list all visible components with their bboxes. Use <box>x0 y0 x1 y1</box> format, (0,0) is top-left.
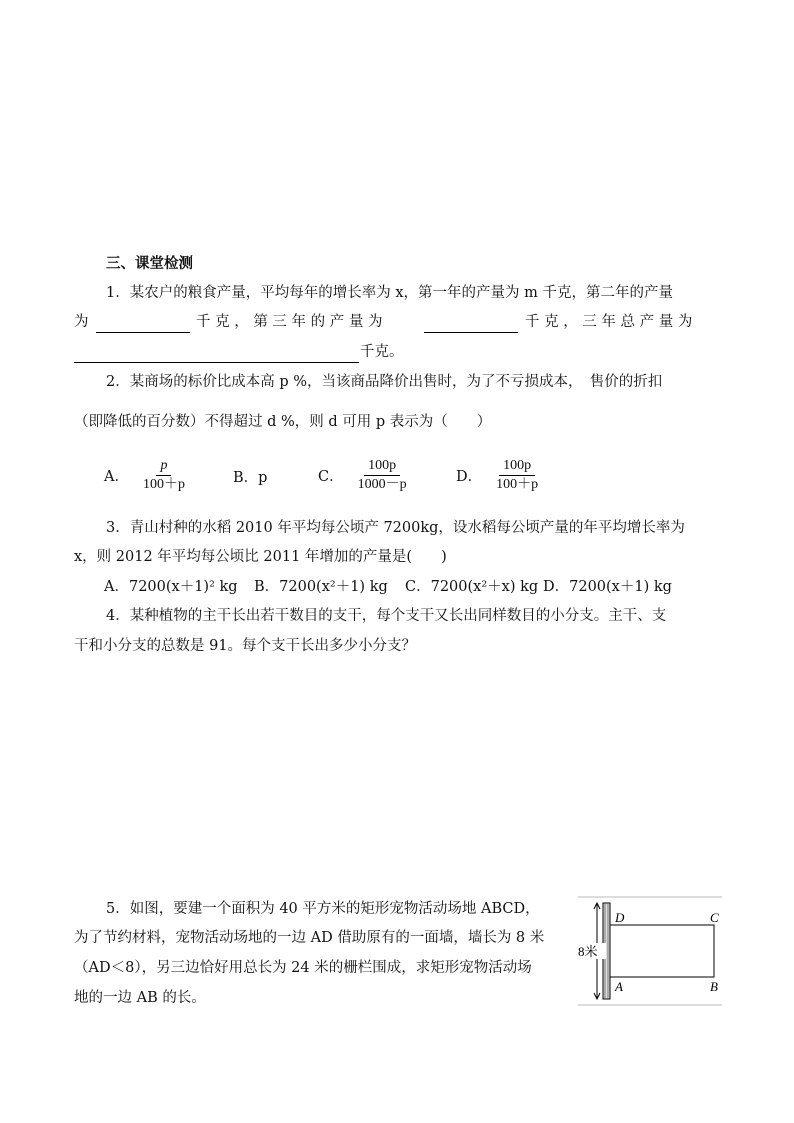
q2-option-d-fraction <box>492 458 542 493</box>
q2-option-c-denominator: 1000－p <box>357 477 407 492</box>
q3-option-d[interactable]: D．7200(x＋1) kg <box>543 579 672 595</box>
q2-option-c-numerator: 100p <box>364 458 400 476</box>
vertex-d-label: D <box>615 910 625 925</box>
q2-option-d-denominator: 100＋p <box>496 477 539 492</box>
q2-option-c-fraction <box>354 458 411 493</box>
q5-line3: （AD＜8），另三边恰好用总长为 24 米的栅栏围成，求矩形宠物活动场 <box>74 960 532 976</box>
vertex-a-label: A <box>615 979 623 994</box>
q2-option-a-fraction <box>139 458 189 493</box>
q1-line3: 千克。 <box>360 344 404 360</box>
q4-line2: 干和小分支的总数是 91。每个支干长出多少小分支？ <box>74 638 417 654</box>
q1-blank-second-year[interactable] <box>96 314 190 333</box>
q2-option-d-label: D． <box>456 469 483 485</box>
q5-line2: 为了节约材料，宠物活动场地的一边 AD 借助原有的一面墙，墙长为 8 米 <box>74 930 545 946</box>
q2-option-c-label: C． <box>318 469 344 485</box>
q5-line1: 5．如图，要建一个面积为 40 平方米的矩形宠物活动场地 ABCD， <box>106 901 540 917</box>
q3-line1: 3．青山村种的水稻 2010 年平均每公顷产 7200kg，设水稻每公顷产量的年平均增长率为 <box>106 520 685 536</box>
vertex-b-label: B <box>710 979 718 994</box>
q2-option-c[interactable] <box>318 458 411 493</box>
section-title: 三、课堂检测 <box>106 255 193 272</box>
pet-area-figure <box>576 895 724 1007</box>
q4-line1: 4．某种植物的主干长出若干数目的支干，每个支干又长出同样数目的小分支。主干、支 <box>106 608 667 624</box>
q3-option-c[interactable]: C．7200(x²＋x) kg <box>405 579 539 595</box>
vertex-c-label: C <box>710 910 719 925</box>
q2-option-b[interactable] <box>233 466 267 487</box>
q1-line1: 1．某农户的粮食产量，平均每年的增长率为 x，第一年的产量为 m 千克，第二年的产量 <box>106 285 673 301</box>
q1-blank-total[interactable] <box>74 344 359 363</box>
q2-line2: （即降低的百分数）不得超过 d %，则 d 可用 p 表示为（ ） <box>74 414 492 430</box>
q2-option-d[interactable] <box>456 458 542 493</box>
q1-blank-third-year[interactable] <box>424 314 518 333</box>
q3-option-b[interactable]: B．7200(x²＋1) kg <box>254 579 388 595</box>
q2-line1: 2．某商场的标价比成本高 p %，当该商品降价出售时，为了不亏损成本， 售价的折扣 <box>106 374 663 390</box>
q2-option-a-denominator: 100＋p <box>142 477 185 492</box>
q1-line2-end: 千 克 ， 三 年 总 产 量 为 <box>525 314 693 330</box>
q1-line2-middle: 千 克 ， 第 三 年 的 产 量 为 <box>196 314 383 330</box>
q3-option-a[interactable]: A．7200(x＋1)² kg <box>104 579 238 595</box>
q2-option-a-numerator: p <box>156 458 171 476</box>
wall-length-label: 8米 <box>578 944 598 959</box>
q2-option-a[interactable] <box>104 458 189 493</box>
q2-option-a-label: A． <box>104 469 129 485</box>
q2-option-b-label: B．p <box>233 470 268 486</box>
q5-line4: 地的一边 AB 的长。 <box>74 990 206 1006</box>
q2-option-d-numerator: 100p <box>499 458 535 476</box>
rectangle-abcd <box>610 925 714 977</box>
q1-line2-prefix: 为 <box>74 314 89 330</box>
q3-line2: x，则 2012 年平均每公顷比 2011 年增加的产量是( ) <box>74 549 447 565</box>
